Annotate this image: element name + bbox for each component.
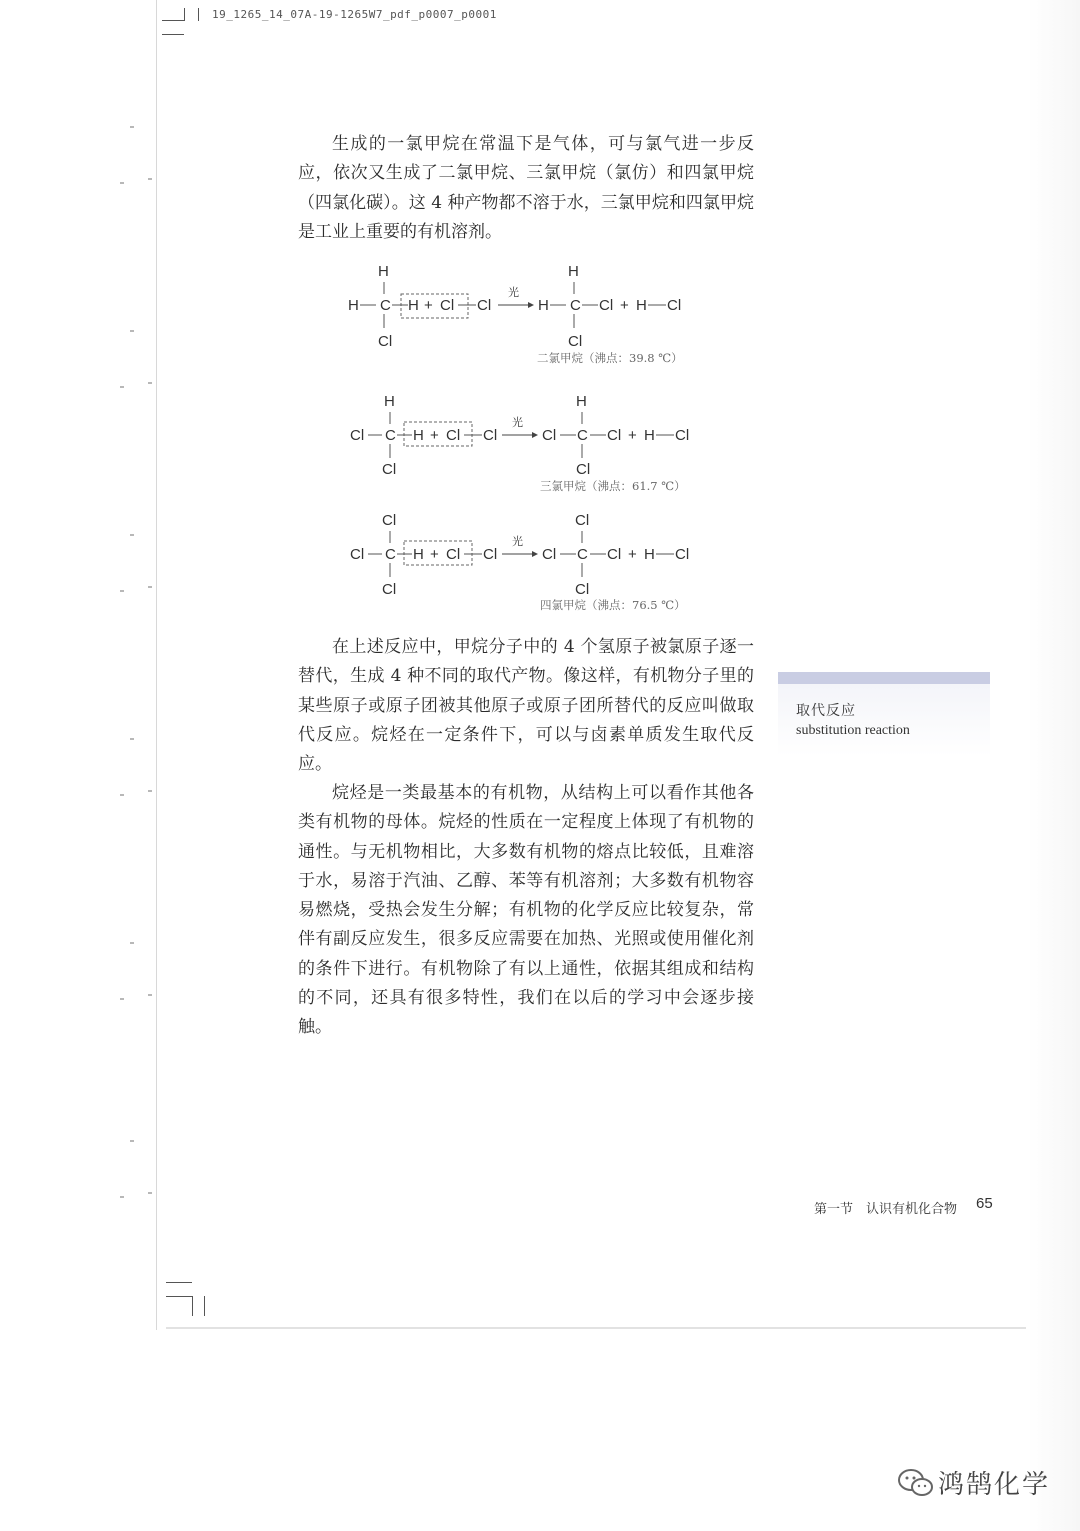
atom-cl: Cl (382, 461, 397, 478)
binding-mark (120, 182, 124, 184)
atom-cl: Cl (446, 427, 461, 444)
crop-mark-top (162, 20, 184, 21)
atom-cl: Cl (667, 297, 682, 314)
atom-cl: Cl (576, 461, 591, 478)
atom-cl: Cl (483, 546, 498, 563)
reaction-2 (300, 388, 760, 508)
plus-sign: + (628, 546, 637, 563)
binding-mark (130, 534, 134, 536)
plus-sign: + (430, 546, 439, 563)
atom-h: H (644, 427, 655, 444)
atom-h: H (636, 297, 647, 314)
plus-sign: + (620, 297, 629, 314)
glossary-term-chinese: 取代反应 (796, 703, 856, 719)
atom-h: H (576, 393, 587, 410)
paragraph-alkanes: 烷烃是一类最基本的有机物，从结构上可以看作其他各类有机物的母体。烷烃的性质在一定程度上体现了有机物的通性。与无机物相比，大多数有机物的熔点比较低，且难溶于水，易溶于汽油、乙醇、苯等有机溶剂；大多数有机物容易燃烧，受热会发生分解；有机物的化学反应比较复杂，常伴有副反应发生，很多反应需要在加热、光照或使用催化剂的条件下进行。有机物除了有以上通性，依据其组成和结构的不同，还具有很多特性，我们在以后的学习中会逐步接触。 (298, 783, 754, 1038)
binding-mark (148, 382, 152, 384)
atom-h: H (413, 427, 424, 444)
atom-cl: Cl (382, 512, 397, 529)
crop-mark-bottom-2 (166, 1296, 192, 1297)
atom-cl: Cl (675, 546, 690, 563)
atom-cl: Cl (350, 427, 365, 444)
binding-mark (130, 330, 134, 332)
file-label: 19_1265_14_07A-19-1265W7_pdf_p0007_p0001 (212, 8, 497, 21)
atom-c: C (577, 427, 588, 444)
glossary-term-english: substitution reaction (796, 723, 910, 738)
crop-mark-bottom-v2 (204, 1296, 205, 1316)
page-bottom-edge (166, 1327, 1026, 1329)
atom-h: H (568, 263, 579, 280)
atom-h: H (384, 393, 395, 410)
atom-c: C (380, 297, 391, 314)
atom-c: C (385, 546, 396, 563)
atom-cl: Cl (483, 427, 498, 444)
binding-mark (120, 1196, 124, 1198)
light-condition: 光 (512, 417, 523, 429)
atom-cl: Cl (350, 546, 365, 563)
atom-cl: Cl (675, 427, 690, 444)
crop-mark-top-2 (162, 34, 184, 35)
binding-mark (120, 590, 124, 592)
atom-h: H (408, 297, 419, 314)
atom-h: H (378, 263, 389, 280)
paragraph-substitution: 在上述反应中，甲烷分子中的 4 个氢原子被氯原子逐一替代，生成 4 种不同的取代产物。像这样，有机物分子里的某些原子或原子团被其他原子或原子团所替代的反应叫做取代反应。烷烃在一定条件下，可以与卤素单质发生取代反应。 (298, 637, 754, 775)
watermark-text: 鸿鹄化学 (938, 1470, 1051, 1500)
atom-cl: Cl (378, 333, 393, 350)
atom-c: C (577, 546, 588, 563)
reaction-1 (300, 258, 760, 378)
crop-mark-top-v1 (184, 8, 185, 21)
page-left-edge (156, 0, 157, 1330)
glossary-sidebar-bar (778, 672, 990, 684)
atom-cl: Cl (542, 427, 557, 444)
page-number: 65 (976, 1195, 993, 1212)
binding-mark (120, 794, 124, 796)
atom-cl: Cl (477, 297, 492, 314)
atom-h: H (538, 297, 549, 314)
atom-h: H (644, 546, 655, 563)
atom-h: H (348, 297, 359, 314)
plus-sign: + (628, 427, 637, 444)
plus-sign: + (424, 297, 433, 314)
wechat-icon (896, 1466, 936, 1500)
binding-mark (148, 178, 152, 180)
atom-h: H (413, 546, 424, 563)
product-label-trichloromethane: 三氯甲烷（沸点：61.7 ℃） (540, 479, 686, 493)
reaction-2-diagram (300, 388, 760, 508)
atom-cl: Cl (542, 546, 557, 563)
crop-mark-bottom (166, 1282, 192, 1283)
crop-mark-bottom-v1 (192, 1296, 193, 1316)
atom-cl: Cl (440, 297, 455, 314)
atom-c: C (385, 427, 396, 444)
atom-cl: Cl (382, 581, 397, 598)
reaction-3 (300, 507, 760, 627)
atom-cl: Cl (568, 333, 583, 350)
product-label-dichloromethane: 二氯甲烷（沸点：39.8 ℃） (537, 351, 683, 365)
binding-mark (148, 1192, 152, 1194)
binding-mark (130, 1140, 134, 1142)
atom-cl: Cl (446, 546, 461, 563)
footer-section-title: 第一节 认识有机化合物 (814, 1202, 958, 1217)
light-condition: 光 (508, 287, 519, 299)
crop-mark-top-v2 (198, 8, 199, 21)
binding-mark (130, 126, 134, 128)
product-label-tetrachloromethane: 四氯甲烷（沸点：76.5 ℃） (540, 598, 686, 612)
atom-cl: Cl (575, 512, 590, 529)
binding-mark (120, 386, 124, 388)
atom-cl: Cl (599, 297, 614, 314)
plus-sign: + (430, 427, 439, 444)
binding-mark (148, 790, 152, 792)
atom-cl: Cl (575, 581, 590, 598)
paragraph-intro: 生成的一氯甲烷在常温下是气体，可与氯气进一步反应，依次又生成了二氯甲烷、三氯甲烷（氯仿）和四氯甲烷（四氯化碳）。这 4 种产物都不溶于水，三氯甲烷和四氯甲烷是工业上重要的有机溶剂。 (298, 134, 754, 242)
atom-c: C (570, 297, 581, 314)
binding-mark (130, 738, 134, 740)
binding-mark (120, 998, 124, 1000)
binding-mark (130, 942, 134, 944)
light-condition: 光 (512, 536, 523, 548)
reaction-3-diagram (300, 507, 760, 627)
binding-mark (148, 586, 152, 588)
binding-mark (148, 994, 152, 996)
scan-shadow (1028, 0, 1080, 1531)
reaction-1-diagram (300, 258, 760, 378)
atom-cl: Cl (607, 427, 622, 444)
atom-cl: Cl (607, 546, 622, 563)
